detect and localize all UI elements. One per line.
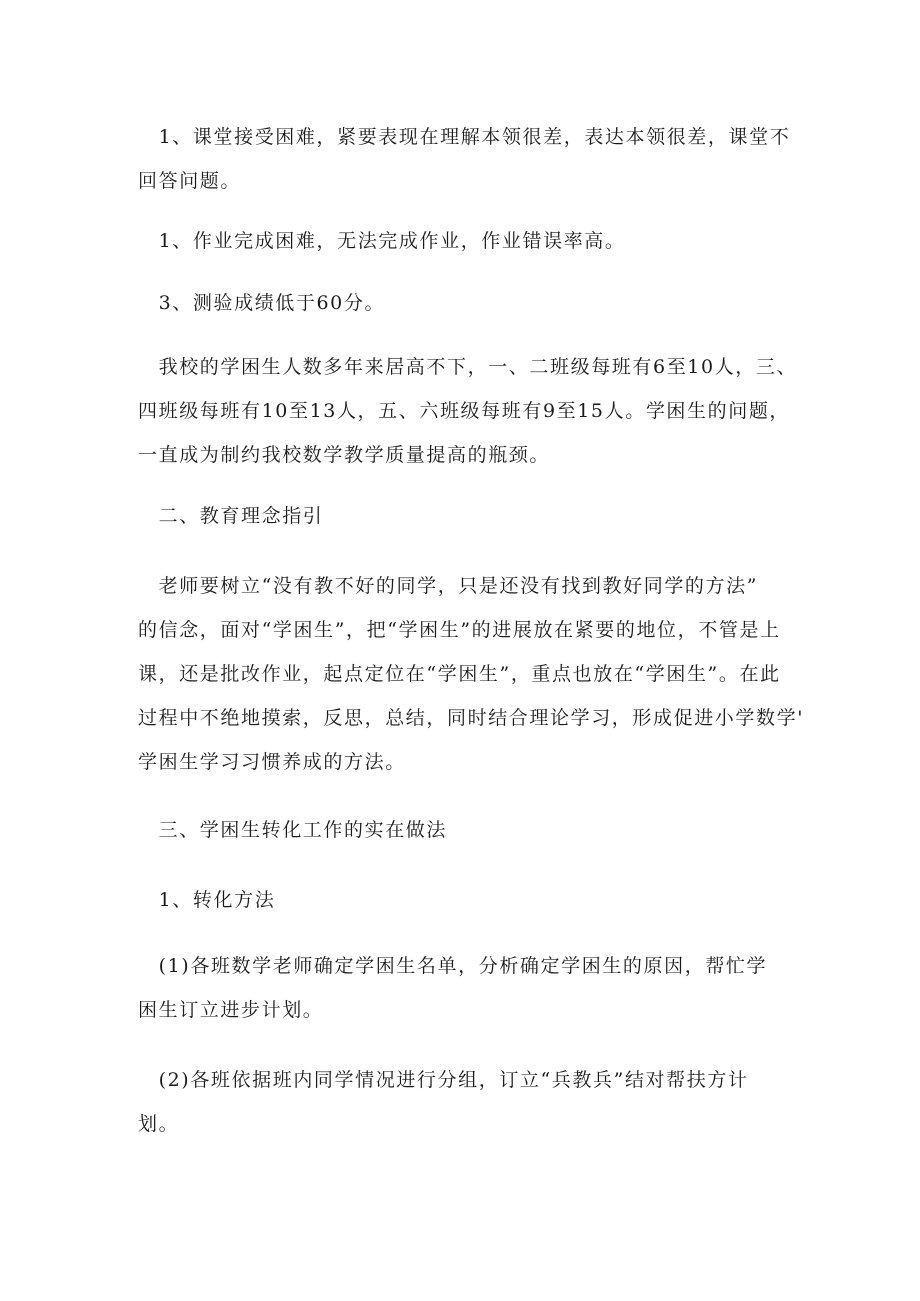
text-line: 的信念，面对“学困生”，把“学困生”的进展放在紧要的地位，不管是上 bbox=[138, 619, 781, 641]
text-line: 一直成为制约我校数学教学质量提高的瓶颈。 bbox=[138, 444, 551, 466]
heading-line: 三、学困生转化工作的实在做法 bbox=[138, 819, 448, 841]
text-line: 回答问题。 bbox=[138, 170, 242, 192]
text-line: 学困生学习习惯养成的方法。 bbox=[138, 751, 406, 773]
text-line: 我校的学困生人数多年来居高不下，一、二班级每班有6至10人，三、 bbox=[138, 356, 798, 378]
paragraph-teacher-belief bbox=[138, 564, 805, 784]
text-line: (2)各班依据班内同学情况进行分组，订立“兵教兵”结对帮扶方计 bbox=[138, 1069, 749, 1091]
heading-line: 二、教育理念指引 bbox=[138, 505, 324, 527]
subheading-transformation-methods bbox=[138, 878, 798, 922]
text-line: (1)各班数学老师确定学困生名单，分析确定学困生的原因，帮忙学 bbox=[138, 955, 768, 977]
section-heading-practical-methods bbox=[138, 808, 798, 852]
paragraph-difficulty-classroom bbox=[138, 115, 798, 203]
text-line: 3、测验成绩低于60分。 bbox=[138, 292, 386, 314]
paragraph-student-count bbox=[138, 345, 798, 477]
paragraph-method-1 bbox=[138, 944, 798, 1032]
text-line: 课，还是批改作业，起点定位在“学困生”，重点也放在“学困生”。在此 bbox=[138, 663, 781, 685]
text-line: 四班级每班有10至13人，五、六班级每班有9至15人。学困生的问题， bbox=[138, 400, 791, 422]
text-line: 老师要树立“没有教不好的同学，只是还没有找到教好同学的方法” bbox=[138, 575, 759, 597]
section-heading-education-philosophy bbox=[138, 494, 798, 538]
text-line: 1、作业完成困难，无法完成作业，作业错误率高。 bbox=[138, 230, 626, 252]
text-line: 划。 bbox=[138, 1113, 180, 1135]
text-line: 过程中不绝地摸索，反思，总结，同时结合理论学习，形成促进小学数学' bbox=[138, 707, 805, 729]
paragraph-difficulty-homework bbox=[138, 219, 798, 263]
text-line: 1、课堂接受困难，紧要表现在理解本领很差，表达本领很差，课堂不 bbox=[138, 126, 791, 148]
paragraph-difficulty-test bbox=[138, 281, 798, 325]
heading-line: 1、转化方法 bbox=[138, 889, 276, 911]
paragraph-method-2 bbox=[138, 1058, 798, 1146]
text-line: 困生订立进步计划。 bbox=[138, 999, 324, 1021]
